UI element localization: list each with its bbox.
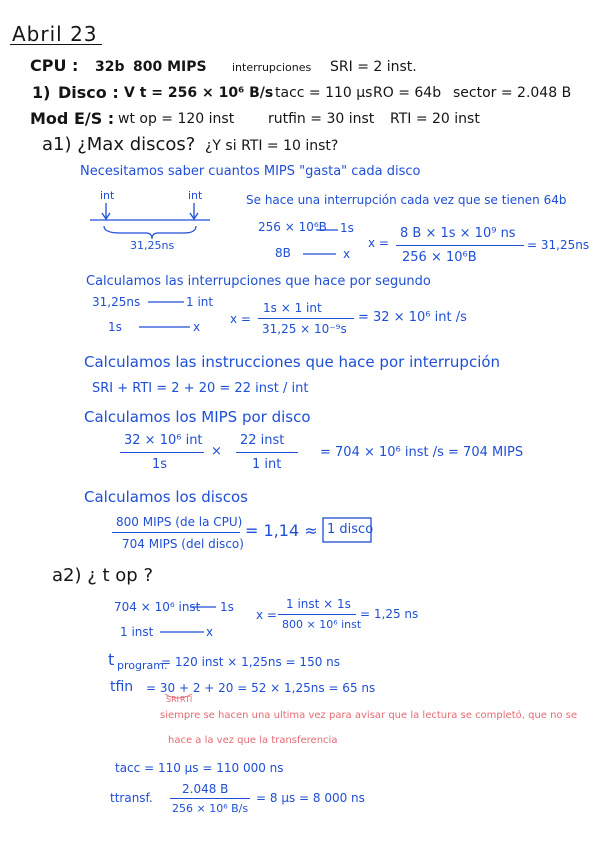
frac4-denominator: 1 int [252,457,282,472]
rti-spec: RTI = 20 inst [390,111,480,127]
instr-heading: Calculamos las instrucciones que hace por interrupción [84,353,501,371]
interrupts-heading: Calculamos las interrupciones que hace por segundo [86,274,431,289]
tacc-equation: tacc = 110 μs = 110 000 ns [115,761,284,775]
disco-label: Disco : [58,83,119,102]
rule2-row1-right: 1 int [186,295,214,309]
instr-equation: SRI + RTI = 2 + 20 = 22 inst / int [92,381,309,396]
discs-result: = 1,14 ≈ [245,521,318,540]
question-a2: a2) ¿ t op ? [52,565,153,586]
frac1-bar [396,245,524,246]
frac2-numerator: 1s × 1 int [263,301,322,315]
ro-spec: RO = 64b [373,85,442,101]
rule2-row2-left: 1s [108,320,122,334]
x-equals-2: x = [230,312,251,326]
frac4-bar [236,452,298,453]
mips-heading: Calculamos los MIPS por disco [84,408,311,426]
frac2-result: = 32 × 10⁶ int /s [358,310,467,325]
rti-tag: RTI [180,695,193,704]
cpu-label: CPU : [30,56,79,75]
frac5-denominator: 704 MIPS (del disco) [122,537,244,551]
a2-frac-denominator: 800 × 10⁶ inst [282,618,362,631]
note-line-2: hace a la vez que la transferencia [168,735,338,746]
frac2-bar [258,318,354,319]
frac1-result: = 31,25ns [527,238,590,252]
frac1-numerator: 8 B × 1s × 10⁹ ns [400,226,516,241]
frac5-bar [112,532,240,533]
frac2-denominator: 31,25 × 10⁻⁹s [262,322,347,336]
frac3-bar [120,452,204,453]
frac5-numerator: 800 MIPS (de la CPU) [116,515,243,529]
discs-answer: 1 disco [327,522,374,537]
sri-spec: SRI = 2 inst. [330,59,417,75]
question-a1-variant: ¿Y si RTI = 10 inst? [205,138,339,154]
a2-rule-row2-left: 1 inst [120,625,154,639]
rule-row2-right: x [343,247,351,261]
intro-line: Necesitamos saber cuantos MIPS "gasta" cada disco [80,164,421,179]
a2-frac-numerator: 1 inst × 1s [286,597,351,611]
a2-frac-result: = 1,25 ns [360,607,419,621]
a2-rule-row1-right: 1s [220,600,234,614]
timeline-int-left: int [100,189,115,202]
frac3-numerator: 32 × 10⁶ int [124,433,203,448]
wt-op-spec: wt op = 120 inst [118,111,235,127]
rule-row1-left: 256 × 10⁶B [258,220,327,234]
x-equals: x = [368,236,389,250]
interrupt-note: Se hace una interrupción cada vez que se tienen 64b [246,193,567,207]
cpu-bits: 32b [95,59,125,75]
sector-spec: sector = 2.048 B [453,85,572,101]
page-title: Abril 23 [12,22,98,46]
tacc-spec: tacc = 110 μs [275,85,373,101]
rule2-row2-right: x [193,320,201,334]
frac4-numerator: 22 inst [240,433,285,448]
a2-frac-bar [278,614,356,615]
rule-row2-left: 8B [275,246,291,260]
rule-row1-right: 1s [340,221,354,235]
rutfin-spec: rutfin = 30 inst [268,111,375,127]
ttransf-denominator: 256 × 10⁶ B/s [172,802,249,815]
rule2-row1-left: 31,25ns [92,295,141,309]
tprog-label: t [108,650,115,669]
ttransf-label: ttransf. [110,791,153,805]
ttransf-numerator: 2.048 B [182,782,229,796]
sri-tag: SRI [166,695,179,704]
mips-result: = 704 × 10⁶ inst /s = 704 MIPS [320,445,524,460]
frac1-denominator: 256 × 10⁶B [402,250,477,265]
tprog-equation: = 120 inst × 1,25ns = 150 ns [161,655,341,669]
cpu-mips: 800 MIPS [133,59,207,75]
note-line-1: siempre se hacen una ultima vez para avisar que la lectura se completó, que no se [160,710,578,721]
interrupciones-label: interrupciones [232,61,312,74]
timeline-period: 31,25ns [130,239,175,252]
tprog-subscript: program. [117,659,168,672]
frac3-denominator: 1s [152,457,168,472]
tfin-label: tfin [110,679,134,695]
item-number: 1) [32,83,51,102]
times-sign: × [211,444,222,459]
a2-rule-row2-right: x [206,625,214,639]
mod-es-label: Mod E/S : [30,109,115,128]
discs-heading: Calculamos los discos [84,488,248,506]
a2-x-equals: x = [256,608,277,622]
ttransf-bar [170,798,250,799]
tfin-equation: = 30 + 2 + 20 = 52 × 1,25ns = 65 ns [146,681,376,695]
a2-rule-row1-left: 704 × 10⁶ inst [114,600,201,614]
ttransf-result: = 8 μs = 8 000 ns [256,791,365,805]
vt-spec: V t = 256 × 10⁶ B/s [124,85,274,101]
timeline-int-right: int [188,189,203,202]
question-a1: a1) ¿Max discos? [42,134,196,155]
